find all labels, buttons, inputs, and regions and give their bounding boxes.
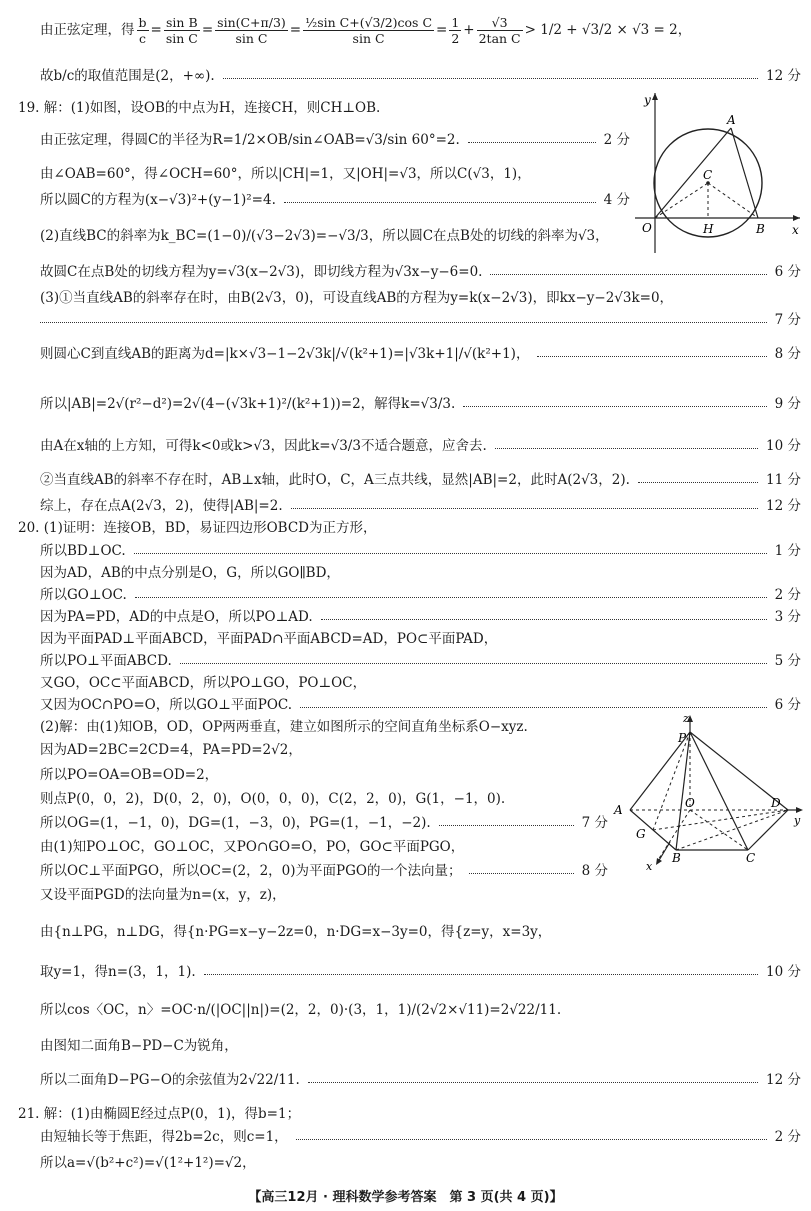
line-35: 所以cos〈OC，n〉=OC·n/(|OC||n|)=(2，2，0)·(3，1，1)/(2√2×√11)=2√22/11.: [40, 1002, 562, 1018]
line-6: 所以圆C的方程为(x−√3)²+(y−1)²=4. 4 分: [40, 192, 630, 208]
line-16: 20. (1)证明：连接OB，BD，易证四边形OBCD为正方形，: [18, 520, 377, 536]
line-9: (3)①当直线AB的斜率存在时，由B(2√3，0)，可设直线AB的方程为y=k(x−2√3)，即kx−y−2√3k=0，: [40, 290, 674, 306]
figure-19-circle: [630, 88, 805, 258]
line-3: 19. 解：(1)如图，设OB的中点为H，连接CH，则CH⊥OB.: [18, 100, 381, 116]
line-2: 故b/c的取值范围是(2，+∞). 12 分: [40, 68, 801, 84]
line-15: 综上，存在点A(2√3，2)，使得|AB|=2. 12 分: [40, 498, 801, 514]
fig19-B-label: B: [756, 222, 765, 236]
line-32: 又设平面PGD的法向量为n=(x，y，z)，: [40, 887, 286, 903]
line-18: 因为AD，AB的中点分别是O，G，所以GO∥BD，: [40, 565, 340, 581]
line-26: 因为AD=2BC=2CD=4，PA=PD=2√2，: [40, 742, 302, 758]
page-footer: 【高三12月 · 理科数学参考答案 第 3 页(共 4 页)】: [248, 1190, 563, 1205]
line-22: 所以PO⊥平面ABCD. 5 分: [40, 653, 801, 669]
fig20-x-label: x: [646, 860, 653, 873]
fig19-y-label: y: [644, 93, 651, 107]
fig19-O-label: O: [642, 221, 652, 235]
line-8: 故圆C在点B处的切线方程为y=√3(x−2√3)，即切线方程为√3x−y−6=0. 6 分: [40, 264, 801, 280]
line-38: 21. 解：(1)由椭圆E经过点P(0，1)，得b=1；: [18, 1106, 301, 1122]
line-21: 因为平面PAD⊥平面ABCD，平面PAD∩平面ABCD=AD，PO⊂平面PAD，: [40, 631, 498, 647]
line-39: 由短轴长等于焦距，得2b=2c，则c=1， 2 分: [40, 1129, 801, 1145]
line-27: 所以PO=OA=OB=OD=2，: [40, 767, 219, 783]
line-25: (2)解：由(1)知OB，OD，OP两两垂直，建立如图所示的空间直角坐标系O−xyz.: [40, 719, 528, 735]
line-1: 由正弦定理，得 $\frac{b}{c}$ = $\frac{\text{sin B}}{\text{sin C}}$ = $\frac{\sin(C+\pi/3)}{\text{sin C}}$ = $\frac{\text{½sin C+(√3/2)cos C}}{\text{sin C}}$ = $\frac{1}{2}$ + $\frac{√3}{\text{2tan C}}$ > 1/2 + √3/2 × √3 = 2，: [40, 14, 692, 46]
fig19-C-label: C: [703, 168, 713, 182]
line-5: 由∠OAB=60°，得∠OCH=60°，所以|CH|=1，又|OH|=√3，所以C(√3，1)，: [40, 166, 531, 182]
fig20-B-label: B: [672, 851, 681, 865]
fig20-A-label: A: [614, 803, 623, 817]
fig20-C-label: C: [746, 851, 756, 865]
line-29: 所以OG=(1，−1，0)，DG=(1，−3，0)，PG=(1，−1，−2). 7 分: [40, 815, 608, 831]
line-36: 由图知二面角B−PD−C为锐角，: [40, 1038, 238, 1054]
line-19: 所以GO⊥OC. 2 分: [40, 587, 801, 603]
fig19-H-label: H: [703, 222, 714, 236]
fig20-O-label: O: [685, 796, 695, 810]
line-30: 由(1)知PO⊥OC，GO⊥OC，又PO∩GO=O，PO，GO⊂平面PGO，: [40, 839, 465, 855]
line-24: 又因为OC∩PO=O，所以GO⊥平面POC. 6 分: [40, 697, 801, 713]
fig20-y-label: y: [794, 814, 801, 827]
line-17: 所以BD⊥OC. 1 分: [40, 543, 801, 559]
fig20-z-label: z: [683, 712, 689, 725]
line-11: 则圆心C到直线AB的距离为d=|k×√3−1−2√3k|/√(k²+1)=|√3k+1|/√(k²+1)， 8 分: [40, 346, 801, 362]
line-37: 所以二面角D−PG−O的余弦值为2√22/11. 12 分: [40, 1072, 801, 1088]
fig20-G-label: G: [636, 827, 646, 841]
line-13: 由A在x轴的上方知，可得k<0或k>√3，因此k=√3/3不适合题意，应舍去. 10 分: [40, 438, 801, 454]
score-badge: 12 分: [766, 68, 801, 84]
figure-20-pyramid: [608, 712, 808, 874]
line-20: 因为PA=PD，AD的中点是O，所以PO⊥AD. 3 分: [40, 609, 801, 625]
line-14: ②当直线AB的斜率不存在时，AB⊥x轴，此时O，C，A三点共线，显然|AB|=2，此时A(2√3，2). 11 分: [40, 472, 801, 488]
line-28: 则点P(0，0，2)，D(0，2，0)，O(0，0，0)，C(2，2，0)，G(1，−1，0).: [40, 791, 506, 807]
fig20-D-label: D: [771, 796, 781, 810]
line-34: 取y=1，得n=(3，1，1). 10 分: [40, 964, 801, 980]
line-10: 7 分: [40, 310, 801, 330]
line-40: 所以a=√(b²+c²)=√(1²+1²)=√2，: [40, 1155, 256, 1171]
line-4: 由正弦定理，得圆C的半径为R=1/2×OB/sin∠OAB=√3/sin 60°=2. 2 分: [40, 132, 630, 148]
line-33: 由{n⊥PG，n⊥DG，得{n·PG=x−y−2z=0，n·DG=x−3y=0，得{z=y，x=3y，: [40, 924, 552, 940]
line-23: 又GO，OC⊂平面ABCD，所以PO⊥GO，PO⊥OC，: [40, 675, 367, 691]
line-7: (2)直线BC的斜率为k_BC=(1−0)/(√3−2√3)=−√3/3，所以圆C在点B处的切线的斜率为√3，: [40, 228, 609, 244]
fig19-x-label: x: [792, 223, 799, 237]
line-31: 所以OC⊥平面PGO，所以OC=(2，2，0)为平面PGO的一个法向量； 8 分: [40, 863, 608, 879]
line-12: 所以|AB|=2√(r²−d²)=2√(4−(√3k+1)²/(k²+1))=2，解得k=√3/3. 9 分: [40, 396, 801, 412]
fig19-A-label: A: [727, 113, 736, 127]
fig20-P-label: P: [678, 731, 687, 745]
